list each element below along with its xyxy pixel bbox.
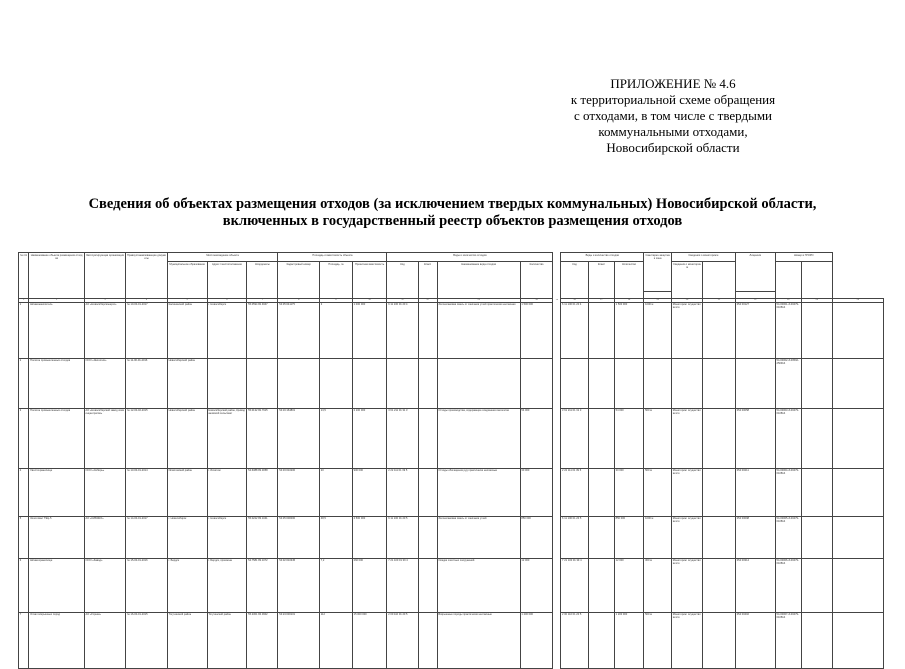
table-cell-cadastre: 54:32:010345 <box>278 558 320 612</box>
header-owner: Эксплуатирующая организация <box>84 253 126 299</box>
table-cell-doc: № 11-00-01-2016 <box>126 358 168 408</box>
table-cell-monitor2 <box>703 468 736 516</box>
header-sanitary: Санитарно-защитная зона <box>644 253 672 292</box>
table-cell-muni: Новосибирский район <box>167 358 207 408</box>
table-cell-area: 20 <box>319 468 352 516</box>
table-cell-codes: 6 11 100 01 20 4 <box>561 302 589 358</box>
table-cell-registry: 54-00007-З-00479-010814 <box>775 612 801 668</box>
column-number: 18 <box>614 299 643 303</box>
annex-block <box>523 76 823 156</box>
table-cell-registry2 <box>801 558 832 612</box>
table-cell-class <box>588 408 614 468</box>
table-cell-area: 7,2 <box>319 558 352 612</box>
table-cell-doc: № 16-00-01-2015 <box>126 612 168 668</box>
table-cell-qty: 30 000 <box>614 468 643 516</box>
column-number: 8 <box>278 299 320 303</box>
table-gap <box>553 253 561 299</box>
table-cell-sanitary: 300 м <box>644 558 672 612</box>
registry-table-body <box>19 302 884 668</box>
header-doc: Правоустанавливающие документы <box>126 253 168 299</box>
table-cell-waste: Золошлаковая смесь от сжигания углей <box>437 516 520 558</box>
table-cell-address: Тогучинский район <box>207 612 247 668</box>
table-cell-registry3 <box>832 516 883 558</box>
table-cell-registry2 <box>801 516 832 558</box>
table-cell-monitor2 <box>703 358 736 408</box>
table-cell-class <box>418 302 437 358</box>
table-cell-address: Новосибирский район, Криводановский сельсовет <box>207 408 247 468</box>
table-cell-cadastre: 54:33:010200 <box>278 468 320 516</box>
column-number: 9 <box>319 299 352 303</box>
table-cell-name: Шламохранилище <box>29 558 84 612</box>
table-cell-registry: 54-00001-З-00479-010814 <box>775 302 801 358</box>
table-cell-codes: 2 22 111 01 39 5 <box>387 468 418 516</box>
table-cell-codes: 6 11 100 01 20 5 <box>561 516 589 558</box>
table-cell-name: Полигон промышленных отходов <box>29 408 84 468</box>
column-number: 17 <box>588 299 614 303</box>
table-gap <box>553 358 561 408</box>
table-cell-registry2 <box>801 302 832 358</box>
table-row <box>19 612 884 668</box>
table-cell-address <box>207 358 247 408</box>
table-cell-waste: Отходы обогащения руд практически неопасные <box>437 468 520 516</box>
annex-title: ПРИЛОЖЕНИЕ № 4.6 <box>610 76 736 91</box>
table-cell-codes: 2 22 111 01 39 5 <box>561 468 589 516</box>
table-cell-coords: 54.7581 83.1072 <box>247 558 278 612</box>
table-cell-class <box>588 516 614 558</box>
header-capacity: Проектная вместимость <box>352 262 387 299</box>
table-cell-license: 054 00127 <box>735 302 775 358</box>
document-title <box>40 196 865 230</box>
table-cell-address: г. Новосибирск <box>207 302 247 358</box>
table-cell-class <box>588 612 614 668</box>
table-cell-registry: 54-00002-З-00592-250914 <box>775 358 801 408</box>
table-cell-qty: 850 000 <box>614 516 643 558</box>
table-cell-codes: 7 21 100 01 39 4 <box>561 558 589 612</box>
table-cell-cadastre: 54:35:000000 <box>278 516 320 558</box>
annex-line: Новосибирской области <box>606 140 740 155</box>
table-cell-capacity: 900 000 <box>352 468 387 516</box>
header-name: Наименование объекта размещения отходов <box>29 253 84 299</box>
table-cell-area <box>319 358 352 408</box>
table-cell-monitor: Мониторинг осуществляется <box>671 408 702 468</box>
table-cell-cadastre: 54:35:041175 <box>278 302 320 358</box>
table-cell-muni: Калининский район <box>167 302 207 358</box>
table-cell-capacity: 15 000 000 <box>352 612 387 668</box>
table-cell-class <box>418 558 437 612</box>
header-num: № п/п <box>19 253 29 299</box>
header-monitor-sub-2 <box>703 262 736 299</box>
table-cell-license: 054 00314 <box>735 558 775 612</box>
header-cadastre: Кадастровый номер <box>278 262 320 299</box>
header-waste-continued: Виды и количество отходов <box>561 253 644 262</box>
table-cell-doc: № 15-00-01-2016 <box>126 558 168 612</box>
table-cell-qty <box>614 358 643 408</box>
column-number: 14 <box>520 299 553 303</box>
column-number: 11 <box>387 299 418 303</box>
table-cell-class <box>418 612 437 668</box>
table-cell-qty: 54 000 <box>614 408 643 468</box>
table-cell-license: 054 00098 <box>735 516 775 558</box>
header-waste: Виды и количество отходов <box>387 253 553 262</box>
header-area-ha: Площадь, га <box>319 262 352 299</box>
table-cell-registry2 <box>801 358 832 408</box>
table-cell-class <box>588 558 614 612</box>
table-cell-muni: Тогучинский район <box>167 612 207 668</box>
table-row <box>19 516 884 558</box>
table-cell-muni: г. Бердск <box>167 558 207 612</box>
table-cell-class <box>588 468 614 516</box>
title-line: включенных в государственный реестр объектов размещения отходов <box>222 213 683 229</box>
table-cell-sanitary: 1000 м <box>644 302 672 358</box>
table-cell-waste <box>437 358 520 408</box>
header-address: Адрес / местоположение <box>207 262 247 299</box>
table-cell-coords: 55.0594 82.9347 <box>247 302 278 358</box>
table-cell-license: 054 00402 <box>735 612 775 668</box>
table-cell-doc: № 14-00-01-2017 <box>126 516 168 558</box>
title-line: Сведения об объектах размещения отходов (за исключением твердых коммунальных) Новосибирской области, <box>88 196 817 212</box>
table-cell-capacity: 1 000 000 <box>352 302 387 358</box>
table-gap <box>553 612 561 668</box>
table-cell-cadastre <box>278 358 320 408</box>
table-cell-num: 1 <box>19 302 29 358</box>
table-cell-muni: г. Новосибирск <box>167 516 207 558</box>
table-cell-capacity: 260 000 <box>352 558 387 612</box>
table-cell-registry2 <box>801 408 832 468</box>
header-muni: Муниципальное образование <box>167 262 207 299</box>
table-cell-sanitary: 500 м <box>644 612 672 668</box>
table-cell-capacity <box>352 358 387 408</box>
header-coords: Координаты <box>247 262 278 299</box>
table-cell-registry: 54-00006-З-00479-010814 <box>775 558 801 612</box>
table-cell-monitor2 <box>703 516 736 558</box>
column-number: 20 <box>671 299 702 303</box>
table-cell-registry3 <box>832 408 883 468</box>
table-cell-cadastre: 54:24:030101 <box>278 612 320 668</box>
table-cell-registry3 <box>832 468 883 516</box>
registry-table-container <box>18 252 884 620</box>
table-cell-monitor2 <box>703 612 736 668</box>
table-cell-waste: Отходы производства, содержащие соединения металлов <box>437 408 520 468</box>
table-cell-owner: АО «Новосибирский завод химконцентратов» <box>84 408 126 468</box>
header-area: Площадь и вместимость объекта <box>278 253 387 262</box>
table-cell-name: Полигон промышленных отходов <box>29 358 84 408</box>
table-cell-registry: 54-00003-З-00479-010814 <box>775 408 801 468</box>
table-cell-address: г. Искитим <box>207 468 247 516</box>
table-cell-num: 5 <box>19 516 29 558</box>
table-cell-registry2 <box>801 612 832 668</box>
table-cell-registry3 <box>832 558 883 612</box>
header-waste-name: Наименование вида отходов <box>437 262 520 299</box>
table-cell-area: 3 <box>319 302 352 358</box>
table-cell-monitor2 <box>703 408 736 468</box>
column-number: 7 <box>247 299 278 303</box>
table-row <box>19 558 884 612</box>
table-cell-coords <box>247 358 278 408</box>
table-cell-coords: 55.0222 83.1041 <box>247 516 278 558</box>
table-cell-qty <box>520 358 553 408</box>
table-cell-owner: АО «СИБЭКО» <box>84 516 126 558</box>
table-cell-owner: АО «Новосибирскэнерго» <box>84 302 126 358</box>
table-cell-waste: Золошлаковая смесь от сжигания углей практически неопасная <box>437 302 520 358</box>
column-number: 15 <box>553 299 561 303</box>
table-gap <box>553 516 561 558</box>
table-cell-monitor: Мониторинг осуществляется <box>671 558 702 612</box>
table-cell-codes: 2 00 110 01 20 5 <box>387 612 418 668</box>
table-cell-sanitary: 1000 м <box>644 516 672 558</box>
table-cell-monitor2 <box>703 302 736 358</box>
table-cell-doc: № 12-00-02-2015 <box>126 408 168 468</box>
header-sanitary-sub <box>644 292 672 299</box>
table-cell-area: 48,5 <box>319 516 352 558</box>
table-cell-cadastre: 54:19:164801 <box>278 408 320 468</box>
header-registry: Номер в ГРОРО <box>775 253 832 262</box>
table-gap <box>553 408 561 468</box>
table-cell-num: 3 <box>19 408 29 468</box>
column-number: 12 <box>418 299 437 303</box>
annex-line: с отходами, в том числе с твердыми <box>573 108 773 123</box>
table-cell-qty: 1 200 000 <box>614 612 643 668</box>
table-cell-qty: 850 000 <box>520 516 553 558</box>
table-cell-monitor: Мониторинг осуществляется <box>671 612 702 668</box>
table-cell-sanitary: 500 м <box>644 468 672 516</box>
header-class: Класс <box>418 262 437 299</box>
table-cell-owner: ООО «Завод» <box>84 558 126 612</box>
header-registry-sub-2 <box>801 262 832 299</box>
header-location: Местонахождение объекта <box>167 253 278 262</box>
column-number: 24 <box>801 299 832 303</box>
column-number: 6 <box>207 299 247 303</box>
table-cell-name: Шламонакопитель <box>29 302 84 358</box>
table-cell-class <box>418 358 437 408</box>
table-cell-sanitary: 500 м <box>644 408 672 468</box>
header-code: Код <box>387 262 418 299</box>
table-cell-class <box>588 358 614 408</box>
table-cell-num: 7 <box>19 612 29 668</box>
table-gap <box>553 468 561 516</box>
header-monitor-sub: Сведения о мониторинге <box>671 262 702 299</box>
table-cell-monitor2 <box>703 558 736 612</box>
table-cell-address: г. Бердск, промзона <box>207 558 247 612</box>
table-cell-registry2 <box>801 468 832 516</box>
table-cell-qty: 12 000 <box>614 558 643 612</box>
column-number: 4 <box>126 299 168 303</box>
table-cell-num: 4 <box>19 468 29 516</box>
table-cell-muni: Искитимский район <box>167 468 207 516</box>
annex-line: коммунальными отходами, <box>598 124 748 139</box>
table-cell-codes: 6 11 100 01 20 5 <box>387 516 418 558</box>
header-registry-sub <box>775 262 801 299</box>
table-cell-license: 054 00211 <box>735 468 775 516</box>
table-cell-codes: 3 61 211 01 31 3 <box>387 408 418 468</box>
table-cell-area: 13,5 <box>319 408 352 468</box>
table-cell-registry: 54-00004-З-00479-010814 <box>775 468 801 516</box>
column-number: 19 <box>644 299 672 303</box>
table-cell-num: 2 <box>19 358 29 408</box>
table-cell-owner: АО «Горняк» <box>84 612 126 668</box>
table-cell-codes <box>387 358 418 408</box>
table-cell-class <box>418 408 437 468</box>
table-cell-coords: 55.0132 82.7915 <box>247 408 278 468</box>
table-cell-coords: 54.6388 83.3058 <box>247 468 278 516</box>
column-number: 5 <box>167 299 207 303</box>
table-row <box>19 302 884 358</box>
column-number: 2 <box>29 299 84 303</box>
table-cell-class <box>418 516 437 558</box>
table-cell-owner: ООО «Сибирь» <box>84 468 126 516</box>
table-cell-waste: Вскрышные породы практически неопасные <box>437 612 520 668</box>
table-cell-muni: Новосибирский район <box>167 408 207 468</box>
table-cell-num: 6 <box>19 558 29 612</box>
table-cell-qty: 12 000 <box>520 558 553 612</box>
table-cell-license: 054 00058 <box>735 408 775 468</box>
registry-table <box>18 252 884 669</box>
table-cell-name: Отвал вскрышных пород <box>29 612 84 668</box>
table-cell-codes: 2 00 110 01 20 5 <box>561 612 589 668</box>
header-class-2: Класс <box>588 262 614 299</box>
table-cell-registry3 <box>832 358 883 408</box>
table-gap <box>553 302 561 358</box>
table-cell-codes: 3 61 211 01 31 3 <box>561 408 589 468</box>
header-qty-2: Количество <box>614 262 643 299</box>
table-cell-codes: 7 21 100 01 39 4 <box>387 558 418 612</box>
table-cell-monitor <box>671 358 702 408</box>
table-row <box>19 408 884 468</box>
column-number: 22 <box>735 299 775 303</box>
column-number: 23 <box>775 299 801 303</box>
table-cell-capacity: 2 100 000 <box>352 408 387 468</box>
table-cell-registry3 <box>832 302 883 358</box>
table-cell-codes: 6 11 100 01 20 4 <box>387 302 418 358</box>
table-cell-doc: № 13-00-01-2014 <box>126 468 168 516</box>
column-number: 21 <box>703 299 736 303</box>
table-cell-qty: 1 200 000 <box>520 612 553 668</box>
column-number: 10 <box>352 299 387 303</box>
column-number: 3 <box>84 299 126 303</box>
table-cell-codes <box>561 358 589 408</box>
table-cell-qty: 1 500 000 <box>520 302 553 358</box>
table-cell-class <box>588 302 614 358</box>
table-cell-name: Хвостохранилище <box>29 468 84 516</box>
table-cell-waste: Осадки очистных сооружений <box>437 558 520 612</box>
table-cell-owner: ООО «Экология» <box>84 358 126 408</box>
table-cell-name: Золоотвал ТЭЦ-5 <box>29 516 84 558</box>
table-cell-coords: 55.2301 84.3902 <box>247 612 278 668</box>
table-cell-monitor: Мониторинг осуществляется <box>671 468 702 516</box>
table-cell-registry: 54-00005-З-00479-010814 <box>775 516 801 558</box>
table-row <box>19 468 884 516</box>
table-row <box>19 358 884 408</box>
header-qty: Количество <box>520 262 553 299</box>
column-number: 13 <box>437 299 520 303</box>
column-number: 16 <box>561 299 589 303</box>
table-gap <box>553 558 561 612</box>
table-cell-sanitary <box>644 358 672 408</box>
table-cell-area: 112 <box>319 612 352 668</box>
table-cell-monitor: Мониторинг осуществляется <box>671 516 702 558</box>
header-license: Лицензия <box>735 253 775 292</box>
table-cell-monitor: Мониторинг осуществляется <box>671 302 702 358</box>
table-cell-address: г. Новосибирск <box>207 516 247 558</box>
column-number: 25 <box>832 299 883 303</box>
table-cell-qty: 30 000 <box>520 468 553 516</box>
table-cell-capacity: 4 500 000 <box>352 516 387 558</box>
header-code-2: Код <box>561 262 589 299</box>
table-cell-registry3 <box>832 612 883 668</box>
table-cell-qty: 1 500 000 <box>614 302 643 358</box>
table-cell-class <box>418 468 437 516</box>
annex-line: к территориальной схеме обращения <box>570 92 776 107</box>
table-cell-doc: № 10-00-01-2017 <box>126 302 168 358</box>
table-cell-qty: 54 000 <box>520 408 553 468</box>
header-license-sub <box>735 292 775 299</box>
table-cell-license <box>735 358 775 408</box>
header-monitor: Сведения о мониторинге <box>671 253 735 262</box>
column-number: 1 <box>19 299 29 303</box>
